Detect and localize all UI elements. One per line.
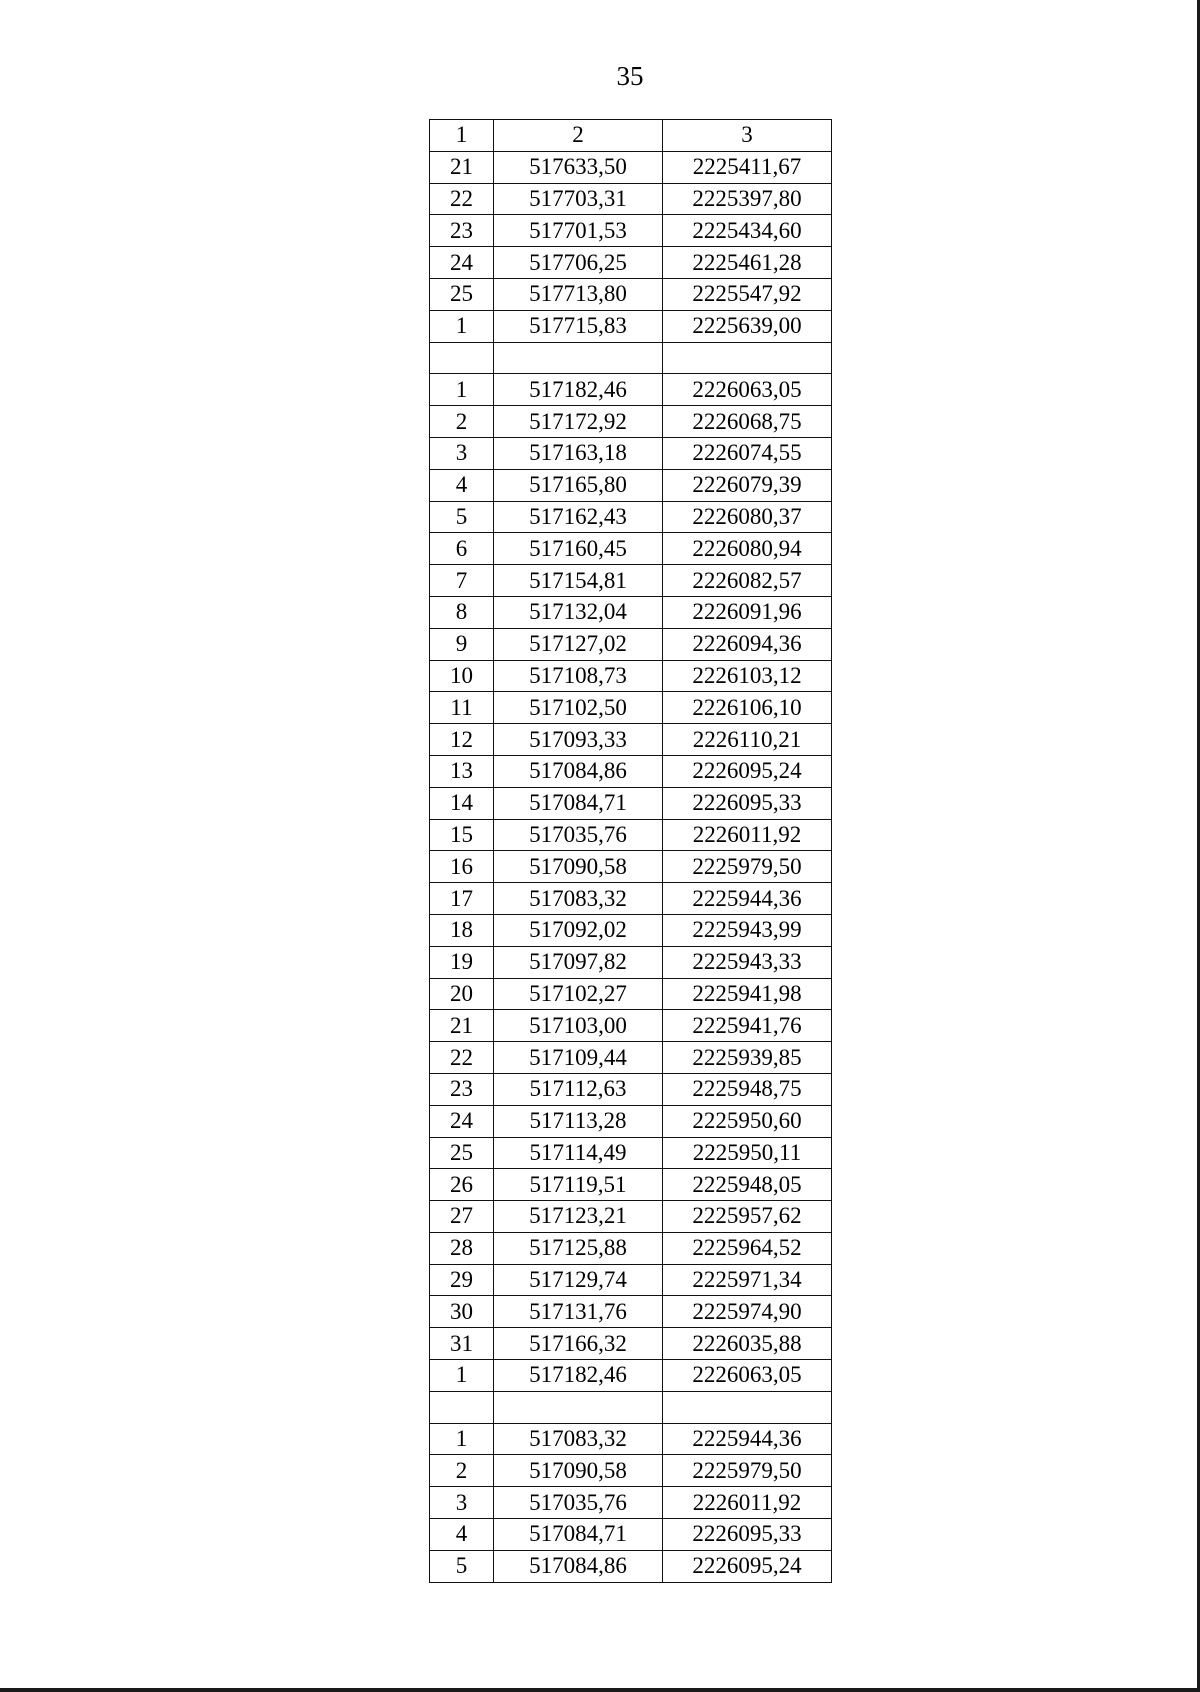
point-number-cell: 19	[430, 946, 494, 978]
x-coordinate-cell: 517109,44	[494, 1042, 663, 1074]
x-coordinate-cell: 517103,00	[494, 1010, 663, 1042]
point-number-cell: 3	[430, 437, 494, 469]
table-row	[430, 437, 832, 469]
point-number-cell: 2	[430, 1455, 494, 1487]
x-coordinate-cell	[494, 342, 663, 374]
point-number-cell: 6	[430, 533, 494, 565]
x-coordinate-cell: 517119,51	[494, 1169, 663, 1201]
page-edge-bottom	[0, 1688, 1200, 1692]
table-row	[430, 1423, 832, 1455]
y-coordinate-cell: 2225411,67	[663, 151, 832, 183]
table-row	[430, 883, 832, 915]
table-row	[430, 1042, 832, 1074]
x-coordinate-cell: 517102,27	[494, 978, 663, 1010]
y-coordinate-cell: 2225948,05	[663, 1169, 832, 1201]
y-coordinate-cell: 2225957,62	[663, 1201, 832, 1233]
point-number-cell: 20	[430, 978, 494, 1010]
x-coordinate-cell: 517035,76	[494, 1487, 663, 1519]
y-coordinate-cell: 2226079,39	[663, 469, 832, 501]
x-coordinate-cell: 517706,25	[494, 247, 663, 279]
table-row	[430, 1328, 832, 1360]
table-row	[430, 151, 832, 183]
point-number-cell: 28	[430, 1232, 494, 1264]
y-coordinate-cell: 2226011,92	[663, 819, 832, 851]
y-coordinate-cell	[663, 1391, 832, 1423]
table-row	[430, 1137, 832, 1169]
y-coordinate-cell: 2225941,76	[663, 1010, 832, 1042]
table-row	[430, 1010, 832, 1042]
x-coordinate-cell: 517093,33	[494, 724, 663, 756]
table-row	[430, 1519, 832, 1551]
point-number-cell: 1	[430, 310, 494, 342]
y-coordinate-cell: 2225639,00	[663, 310, 832, 342]
header-cell-y: 3	[663, 120, 832, 152]
x-coordinate-cell: 517084,71	[494, 1519, 663, 1551]
table-row	[430, 596, 832, 628]
y-coordinate-cell: 2225971,34	[663, 1264, 832, 1296]
x-coordinate-cell	[494, 1391, 663, 1423]
y-coordinate-cell: 2225944,36	[663, 883, 832, 915]
table-row	[430, 247, 832, 279]
point-number-cell: 8	[430, 596, 494, 628]
point-number-cell: 24	[430, 1105, 494, 1137]
y-coordinate-cell: 2226095,24	[663, 755, 832, 787]
x-coordinate-cell: 517125,88	[494, 1232, 663, 1264]
y-coordinate-cell: 2225974,90	[663, 1296, 832, 1328]
point-number-cell: 21	[430, 151, 494, 183]
point-number-cell: 1	[430, 1360, 494, 1392]
x-coordinate-cell: 517154,81	[494, 565, 663, 597]
y-coordinate-cell: 2226080,37	[663, 501, 832, 533]
coordinates-table	[429, 119, 832, 1583]
x-coordinate-cell: 517102,50	[494, 692, 663, 724]
x-coordinate-cell: 517172,92	[494, 406, 663, 438]
table-row	[430, 1487, 832, 1519]
x-coordinate-cell: 517112,63	[494, 1073, 663, 1105]
x-coordinate-cell: 517701,53	[494, 215, 663, 247]
y-coordinate-cell: 2226094,36	[663, 628, 832, 660]
point-number-cell: 14	[430, 787, 494, 819]
x-coordinate-cell: 517132,04	[494, 596, 663, 628]
x-coordinate-cell: 517129,74	[494, 1264, 663, 1296]
y-coordinate-cell	[663, 342, 832, 374]
point-number-cell: 4	[430, 1519, 494, 1551]
x-coordinate-cell: 517127,02	[494, 628, 663, 660]
x-coordinate-cell: 517182,46	[494, 374, 663, 406]
y-coordinate-cell: 2225939,85	[663, 1042, 832, 1074]
y-coordinate-cell: 2225979,50	[663, 851, 832, 883]
table-row	[430, 1232, 832, 1264]
y-coordinate-cell: 2226106,10	[663, 692, 832, 724]
point-number-cell: 23	[430, 1073, 494, 1105]
x-coordinate-cell: 517165,80	[494, 469, 663, 501]
point-number-cell: 3	[430, 1487, 494, 1519]
table-row	[430, 1201, 832, 1233]
table-row	[430, 565, 832, 597]
y-coordinate-cell: 2226095,33	[663, 787, 832, 819]
x-coordinate-cell: 517123,21	[494, 1201, 663, 1233]
table-row	[430, 533, 832, 565]
x-coordinate-cell: 517633,50	[494, 151, 663, 183]
table-row	[430, 1391, 832, 1423]
y-coordinate-cell: 2226063,05	[663, 374, 832, 406]
point-number-cell: 29	[430, 1264, 494, 1296]
x-coordinate-cell: 517166,32	[494, 1328, 663, 1360]
x-coordinate-cell: 517162,43	[494, 501, 663, 533]
y-coordinate-cell: 2226063,05	[663, 1360, 832, 1392]
y-coordinate-cell: 2225434,60	[663, 215, 832, 247]
point-number-cell: 26	[430, 1169, 494, 1201]
point-number-cell: 12	[430, 724, 494, 756]
point-number-cell: 24	[430, 247, 494, 279]
table-row	[430, 978, 832, 1010]
table-row	[430, 278, 832, 310]
y-coordinate-cell: 2225948,75	[663, 1073, 832, 1105]
table-row	[430, 628, 832, 660]
x-coordinate-cell: 517131,76	[494, 1296, 663, 1328]
x-coordinate-cell: 517715,83	[494, 310, 663, 342]
y-coordinate-cell: 2225941,98	[663, 978, 832, 1010]
table-row	[430, 469, 832, 501]
y-coordinate-cell: 2225979,50	[663, 1455, 832, 1487]
x-coordinate-cell: 517035,76	[494, 819, 663, 851]
y-coordinate-cell: 2225950,11	[663, 1137, 832, 1169]
y-coordinate-cell: 2226103,12	[663, 660, 832, 692]
table-row	[430, 215, 832, 247]
point-number-cell: 5	[430, 1550, 494, 1582]
x-coordinate-cell: 517090,58	[494, 1455, 663, 1487]
table-row	[430, 1296, 832, 1328]
point-number-cell: 22	[430, 1042, 494, 1074]
x-coordinate-cell: 517113,28	[494, 1105, 663, 1137]
y-coordinate-cell: 2226110,21	[663, 724, 832, 756]
table-row	[430, 851, 832, 883]
table-row	[430, 310, 832, 342]
point-number-cell: 1	[430, 1423, 494, 1455]
x-coordinate-cell: 517090,58	[494, 851, 663, 883]
point-number-cell: 18	[430, 914, 494, 946]
header-cell-x: 2	[494, 120, 663, 152]
x-coordinate-cell: 517160,45	[494, 533, 663, 565]
x-coordinate-cell: 517713,80	[494, 278, 663, 310]
table-row	[430, 1169, 832, 1201]
table-row	[430, 787, 832, 819]
table-row	[430, 1105, 832, 1137]
y-coordinate-cell: 2226074,55	[663, 437, 832, 469]
y-coordinate-cell: 2225547,92	[663, 278, 832, 310]
x-coordinate-cell: 517097,82	[494, 946, 663, 978]
table-row	[430, 501, 832, 533]
table-row	[430, 819, 832, 851]
point-number-cell: 22	[430, 183, 494, 215]
x-coordinate-cell: 517163,18	[494, 437, 663, 469]
table-row	[430, 755, 832, 787]
point-number-cell: 10	[430, 660, 494, 692]
y-coordinate-cell: 2225461,28	[663, 247, 832, 279]
x-coordinate-cell: 517084,71	[494, 787, 663, 819]
header-cell-point: 1	[430, 120, 494, 152]
point-number-cell: 13	[430, 755, 494, 787]
y-coordinate-cell: 2226011,92	[663, 1487, 832, 1519]
point-number-cell	[430, 342, 494, 374]
y-coordinate-cell: 2225943,99	[663, 914, 832, 946]
x-coordinate-cell: 517084,86	[494, 755, 663, 787]
y-coordinate-cell: 2226095,24	[663, 1550, 832, 1582]
table-row	[430, 724, 832, 756]
table-row	[430, 1550, 832, 1582]
point-number-cell: 15	[430, 819, 494, 851]
x-coordinate-cell: 517703,31	[494, 183, 663, 215]
point-number-cell: 1	[430, 374, 494, 406]
y-coordinate-cell: 2226082,57	[663, 565, 832, 597]
y-coordinate-cell: 2225950,60	[663, 1105, 832, 1137]
page-number: 35	[616, 61, 644, 91]
point-number-cell: 27	[430, 1201, 494, 1233]
point-number-cell	[430, 1391, 494, 1423]
table-row	[430, 660, 832, 692]
x-coordinate-cell: 517083,32	[494, 1423, 663, 1455]
table-row	[430, 1455, 832, 1487]
x-coordinate-cell: 517084,86	[494, 1550, 663, 1582]
table-header-row	[430, 120, 832, 152]
point-number-cell: 16	[430, 851, 494, 883]
table-row	[430, 692, 832, 724]
point-number-cell: 7	[430, 565, 494, 597]
point-number-cell: 30	[430, 1296, 494, 1328]
point-number-cell: 17	[430, 883, 494, 915]
y-coordinate-cell: 2225943,33	[663, 946, 832, 978]
table-row	[430, 1360, 832, 1392]
point-number-cell: 25	[430, 278, 494, 310]
point-number-cell: 9	[430, 628, 494, 660]
point-number-cell: 4	[430, 469, 494, 501]
point-number-cell: 11	[430, 692, 494, 724]
point-number-cell: 2	[430, 406, 494, 438]
table-body	[430, 151, 832, 1582]
y-coordinate-cell: 2226091,96	[663, 596, 832, 628]
point-number-cell: 31	[430, 1328, 494, 1360]
y-coordinate-cell: 2225964,52	[663, 1232, 832, 1264]
x-coordinate-cell: 517182,46	[494, 1360, 663, 1392]
x-coordinate-cell: 517083,32	[494, 883, 663, 915]
y-coordinate-cell: 2225944,36	[663, 1423, 832, 1455]
y-coordinate-cell: 2225397,80	[663, 183, 832, 215]
point-number-cell: 21	[430, 1010, 494, 1042]
y-coordinate-cell: 2226068,75	[663, 406, 832, 438]
table-row	[430, 946, 832, 978]
table-row	[430, 1264, 832, 1296]
y-coordinate-cell: 2226095,33	[663, 1519, 832, 1551]
table-row	[430, 183, 832, 215]
point-number-cell: 25	[430, 1137, 494, 1169]
x-coordinate-cell: 517092,02	[494, 914, 663, 946]
x-coordinate-cell: 517114,49	[494, 1137, 663, 1169]
point-number-cell: 23	[430, 215, 494, 247]
table-row	[430, 342, 832, 374]
table-row	[430, 1073, 832, 1105]
x-coordinate-cell: 517108,73	[494, 660, 663, 692]
table-row	[430, 374, 832, 406]
point-number-cell: 5	[430, 501, 494, 533]
table-row	[430, 406, 832, 438]
y-coordinate-cell: 2226035,88	[663, 1328, 832, 1360]
y-coordinate-cell: 2226080,94	[663, 533, 832, 565]
table-row	[430, 914, 832, 946]
